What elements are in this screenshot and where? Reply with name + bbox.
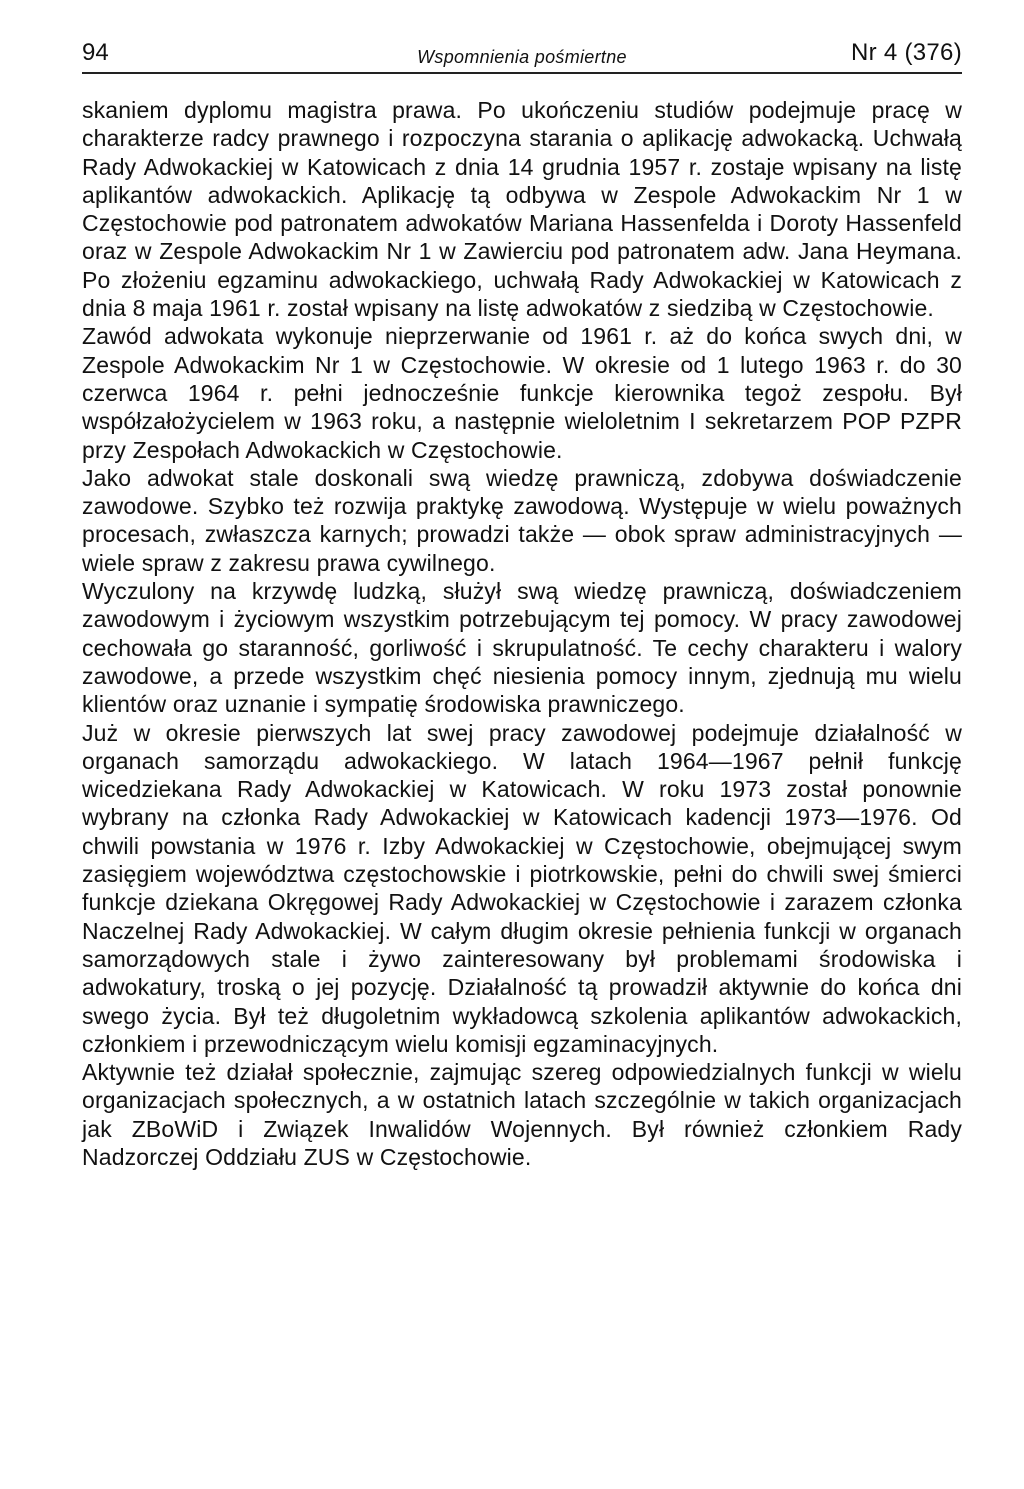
article-body — [82, 96, 962, 1171]
paragraph: Aktywnie też działał społecznie, zajmując szereg odpowiedzialnych funkcji w wielu organizacjach społecznych, a w ostatnich latach szczególnie w takich organizacjach jak ZBoWiD i Związek Inwalidów Wojennych. Był również członkiem Rady Nadzorczej Oddziału ZUS w Częstochowie. — [82, 1059, 962, 1170]
page-number: 94 — [82, 39, 109, 66]
running-header — [82, 38, 962, 74]
paragraph: skaniem dyplomu magistra prawa. Po ukończeniu studiów podejmuje pracę w charakterze radcy prawnego i rozpoczyna starania o aplikację adwokacką. Uchwałą Rady Adwokackiej w Katowicach z dnia 14 grudnia 1957 r. zostaje wpisany na listę aplikantów adwokackich. Aplikację tą odbywa w Zespole Adwokackim Nr 1 w Częstochowie pod patronatem adwokatów Mariana Hassenfelda i Doroty Hassenfeld oraz w Zespole Adwokackim Nr 1 w Zawierciu pod patronatem adw. Jana Heymana. Po złożeniu egzaminu adwokackiego, uchwałą Rady Adwokackiej w Katowicach z dnia 8 maja 1961 r. został wpisany na listę adwokatów z siedzibą w Częstochowie. — [82, 97, 962, 322]
paragraph: Jako adwokat stale doskonali swą wiedzę prawniczą, zdobywa doświadczenie zawodowe. Szybko też rozwija praktykę zawodową. Występuje w wielu poważnych procesach, zwłaszcza karnych; prowadzi także — obok spraw administracyjnych — wiele spraw z zakresu prawa cywilnego. — [82, 464, 962, 576]
issue-number: Nr 4 (376) — [850, 39, 962, 66]
document-page — [82, 38, 962, 1171]
paragraph: Już w okresie pierwszych lat swej pracy zawodowej podejmuje działalność w organach samorządu adwokackiego. W latach 1964—1967 pełnił funkcję wicedziekana Rady Adwokackiej w Katowicach. W roku 1973 został ponownie wybrany na członka Rady Adwokackiej w Katowicach kadencji 1973—1976. Od chwili powstania w 1976 r. Izby Adwokackiej w Częstochowie, obejmującej swym zasięgiem województwa częstochowskie i piotrkowskie, pełni do chwili swej śmierci funkcje dziekana Okręgowej Rady Adwokackiej w Częstochowie i zarazem członka Naczelnej Rady Adwokackiej. W całym długim okresie pełnienia funkcji w organach samorządowych stale i żywo zainteresowany był problemami środowiska i adwokatury, troską o jej pozycję. Działalność tą prowadził aktywnie do końca dni swego życia. Był też długoletnim wykładowcą szkolenia aplikantów adwokackich, członkiem i przewodniczącym wielu komisji egzaminacyjnych. — [82, 719, 962, 1057]
paragraph: Zawód adwokata wykonuje nieprzerwanie od 1961 r. aż do końca swych dni, w Zespole Adwokackim Nr 1 w Częstochowie. W okresie od 1 lutego 1963 r. do 30 czerwca 1964 r. pełni jednocześnie funkcje kierownika tegoż zespołu. Był współzałożycielem w 1963 roku, a następnie wieloletnim I sekretarzem POP PZPR przy Zespołach Adwokackich w Częstochowie. — [82, 323, 962, 463]
section-title: Wspomnienia pośmiertne — [417, 47, 627, 67]
paragraph: Wyczulony na krzywdę ludzką, służył swą wiedzę prawniczą, doświadczeniem zawodowym i życiowym wszystkim potrzebującym tej pomocy. W pracy zawodowej cechowała go staranność, gorliwość i skrupulatność. Te cechy charakteru i walory zawodowe, a przede wszystkim chęć niesienia pomocy innym, zjednują mu wielu klientów oraz uznanie i sympatię środowiska prawniczego. — [82, 578, 962, 718]
